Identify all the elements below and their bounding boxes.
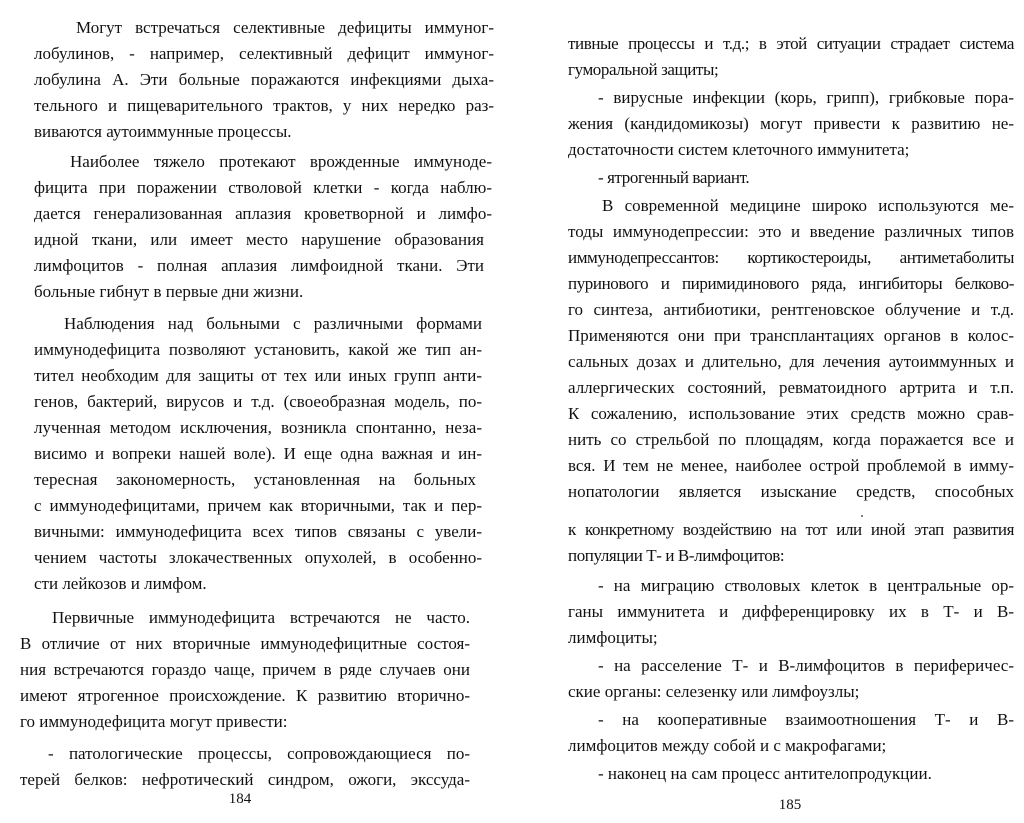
text-line: - ятрогенный вариант. [598, 168, 750, 187]
text-line: фицита при поражении стволовой клетки - когда наблю- [34, 178, 492, 197]
text-line: идной ткани, или имеет место нарушение образования [34, 230, 484, 249]
text-line: лимфоцитов - полная аплазия лимфоидной ткани. Эти [34, 256, 484, 275]
text-line: Наиболее тяжело протекают врожденные иммуноде- [70, 152, 492, 171]
text-line: достаточности систем клеточного иммунитета; [568, 140, 910, 159]
text-line: го синтеза, антибиотики, рентгеновское облучение и т.д. [568, 300, 1014, 319]
page-number: 184 [228, 791, 252, 807]
text-line: висимо и вопреки нашей воле). И еще одна важная и ин- [34, 444, 482, 463]
text-line: чением частоты злокачественных опухолей, в особенно- [34, 548, 482, 567]
text-line: вся. И тем не менее, наиболее острой проблемой в имму- [568, 456, 1014, 475]
text-line: Применяются они при трансплантациях органов в колос- [568, 326, 1014, 345]
text-line: - вирусные инфекции (корь, грипп), грибковые пора- [598, 88, 1014, 107]
text-line: тивные процессы и т.д.; в этой ситуации страдает система [568, 34, 1014, 53]
text-line: сальных дозах и длительно, для лечения аутоиммунных и [568, 352, 1014, 371]
text-line: генов, бактерий, вирусов и т.д. (своеобразная модель, по- [34, 392, 482, 411]
text-line: лобулина А. Эти больные поражаются инфекциями дыха- [34, 70, 494, 89]
text-line: В современной медицине широко используются ме- [602, 196, 1014, 215]
text-line: Могут встречаться селективные дефициты иммуног- [76, 18, 494, 37]
text-line: лученная методом исключения, возникла спонтанно, неза- [34, 418, 482, 437]
text-line: гуморальной защиты; [568, 60, 719, 79]
text-line: ские органы: селезенку или лимфоузлы; [568, 682, 860, 701]
text-line: К сожалению, использование этих средств можно срав- [568, 404, 1014, 423]
text-line: - наконец на сам процесс антителопродукции. [598, 764, 932, 783]
text-line: имеют ятрогенное происхождение. К развитию вторично- [20, 686, 470, 705]
text-line: ганы иммунитета и дифференцировку их в Т- и В- [568, 602, 1014, 621]
text-line: популяции Т- и В-лимфоцитов: [568, 546, 785, 565]
text-line: к конкретному воздействию на тот или иной этап развития [568, 520, 1014, 539]
text-line: дается генерализованная аплазия кроветворной и лимфо- [34, 204, 492, 223]
text-line: виваются аутоиммунные процессы. [34, 122, 292, 141]
text-line: лобулинов, - например, селективный дефицит иммуног- [34, 44, 494, 63]
text-line: Наблюдения над больными с различными формами [64, 314, 482, 333]
text-line: лимфоцитов между собой и с макрофагами; [568, 736, 887, 755]
text-line: тител необходим для защиты от тех или иных групп анти- [34, 366, 482, 385]
print-speck [861, 515, 863, 517]
text-line: го иммунодефицита могут привести: [20, 712, 288, 731]
text-line: - на расселение Т- и В-лимфоцитов в периферичес- [598, 656, 1014, 675]
text-line: Первичные иммунодефицита встречаются не часто. [52, 608, 470, 627]
text-line: нить со стрельбой по площадям, когда поражается все и [568, 430, 1014, 449]
text-line: жения (кандидомикозы) могут привести к развитию не- [568, 114, 1014, 133]
text-line: с иммунодефицитами, причем как вторичными, так и пер- [34, 496, 482, 515]
text-line: вичными: иммунодефицита всех типов связаны с увели- [34, 522, 482, 541]
text-line: нопатологии является изыскание средств, способных [568, 482, 1014, 501]
text-line: лимфоциты; [568, 628, 658, 647]
text-line: сти лейкозов и лимфом. [34, 574, 207, 593]
text-line: - патологические процессы, сопровождающиеся по- [48, 744, 470, 763]
text-line: иммунодепрессантов: кортикостероиды, антиметаболиты [568, 248, 1014, 267]
text-line: - на кооперативные взаимоотношения Т- и В- [598, 710, 1014, 729]
text-line: терей белков: нефротический синдром, ожоги, экссуда- [20, 770, 470, 789]
text-line: тельного и пищеварительного трактов, у них нередко раз- [34, 96, 494, 115]
text-line: тересная закономерность, установленная на больных [34, 470, 476, 489]
text-line: В отличие от них вторичные иммунодефицитные состоя- [20, 634, 470, 653]
text-line: пуринового и пиримидинового ряда, ингибиторы белково- [568, 274, 1014, 293]
text-line: больные гибнут в первые дни жизни. [34, 282, 304, 301]
right-page [512, 0, 1024, 823]
text-line: - на миграцию стволовых клеток в центральные ор- [598, 576, 1014, 595]
text-line: ния встречаются гораздо чаще, причем в ряде случаев они [20, 660, 470, 679]
text-line: иммунодефицита позволяют установить, какой же тип ан- [34, 340, 482, 359]
text-line: тоды иммунодепрессии: это и введение различных типов [568, 222, 1014, 241]
page-number: 185 [778, 797, 802, 813]
text-line: аллергических состояний, ревматоидного артрита и т.п. [568, 378, 1014, 397]
